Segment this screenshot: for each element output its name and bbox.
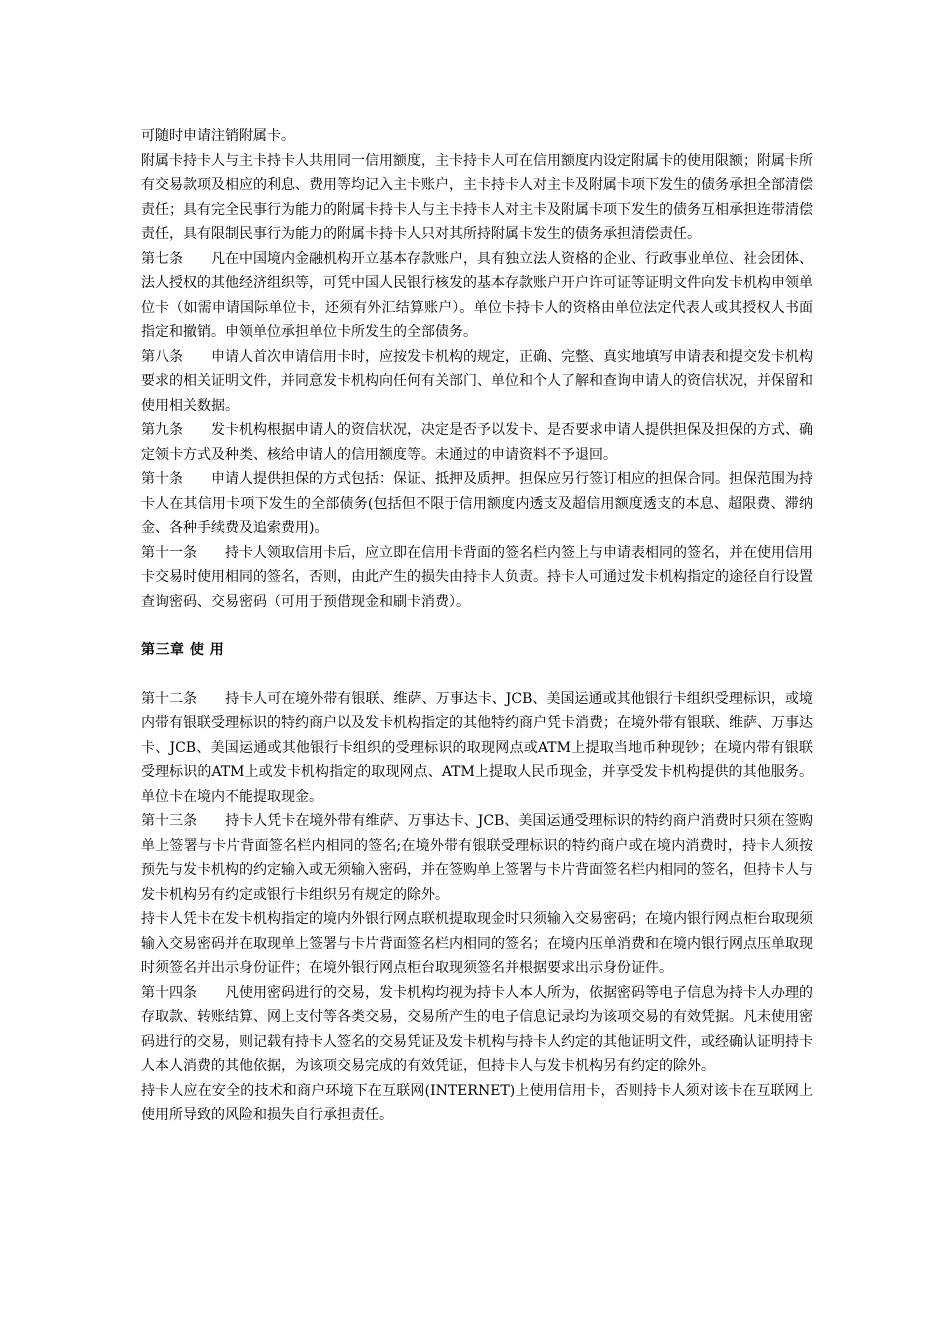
paragraph: 持卡人凭卡在发卡机构指定的境内外银行网点联机提取现金时只须输入交易密码；在境内银行网点柜台取现须输入交易密码并在取现单上签署与卡片背面签名栏内相同的签名；在境内压单消费和在境内银行网点压单取现时须签名并出示身份证件；在境外银行网点柜台取现须签名并根据要求出示身份证件。	[141, 911, 813, 976]
article-8: 第八条 申请人首次申请信用卡时，应按发卡机构的规定，正确、完整、真实地填写申请表和提交发卡机构要求的相关证明文件，并同意发卡机构向任何有关部门、单位和个人了解和查询申请人的资信状况，并保留和使用相关数据。	[141, 348, 813, 414]
document-page	[141, 124, 813, 1128]
chapter-heading: 第三章 使 用	[141, 642, 225, 658]
article-12: 第十二条 持卡人可在境外带有银联、维萨、万事达卡、JCB、美国运通或其他银行卡组织受理标识，或境内带有银联受理标识的特约商户以及发卡机构指定的其他特约商户凭卡消费；在境外带有银联、维萨、万事达卡、JCB、美国运通或其他银行卡组织的受理标识的取现网点或ATM上提取当地币种现钞；在境内带有银联受理标识的ATM上或发卡机构指定的取现网点、ATM上提取人民币现金，并享受发卡机构提供的其他服务。单位卡在境内不能提取现金。	[141, 690, 813, 805]
article-13: 第十三条 持卡人凭卡在境外带有维萨、万事达卡、JCB、美国运通受理标识的特约商户消费时只须在签购单上签署与卡片背面签名栏内相同的签名;在境外带有银联受理标识的特约商户或在境内消费时，持卡人须按预先与发卡机构的约定输入或无须输入密码，并在签购单上签署与卡片背面签名栏内相同的签名，但持卡人与发卡机构另有约定或银行卡组织另有规定的除外。	[141, 813, 813, 903]
article-7: 第七条 凡在中国境内金融机构开立基本存款账户，具有独立法人资格的企业、行政事业单位、社会团体、法人授权的其他经济组织等，可凭中国人民银行核发的基本存款账户开户许可证等证明文件向发卡机构申领单位卡（如需申请国际单位卡，还须有外汇结算账户）。单位卡持卡人的资格由单位法定代表人或其授权人书面指定和撤销。申领单位承担单位卡所发生的全部债务。	[141, 250, 813, 340]
article-11: 第十一条 持卡人领取信用卡后，应立即在信用卡背面的签名栏内签上与申请表相同的签名，并在使用信用卡交易时使用相同的签名，否则，由此产生的损失由持卡人负责。持卡人可通过发卡机构指定的途径自行设置查询密码、交易密码（可用于预借现金和刷卡消费）。	[141, 544, 813, 610]
paragraph: 可随时申请注销附属卡。	[141, 128, 295, 144]
paragraph: 附属卡持卡人与主卡持卡人共用同一信用额度，主卡持卡人可在信用额度内设定附属卡的使用限额；附属卡所有交易款项及相应的利息、费用等均记入主卡账户，主卡持卡人对主卡及附属卡项下发生的债务承担全部清偿责任；具有完全民事行为能力的附属卡持卡人与主卡持卡人对主卡及附属卡项下发生的债务互相承担连带清偿责任，具有限制民事行为能力的附属卡持卡人只对其所持附属卡发生的债务承担清偿责任。	[141, 152, 813, 242]
article-10: 第十条 申请人提供担保的方式包括：保证、抵押及质押。担保应另行签订相应的担保合同。担保范围为持卡人在其信用卡项下发生的全部债务(包括但不限于信用额度内透支及超信用额度透支的本息、超限费、滞纳金、各种手续费及追索费用)。	[141, 471, 813, 536]
article-14: 第十四条 凡使用密码进行的交易，发卡机构均视为持卡人本人所为，依据密码等电子信息为持卡人办理的存取款、转账结算、网上支付等各类交易，交易所产生的电子信息记录均为该项交易的有效凭据。凡未使用密码进行的交易，则记载有持卡人签名的交易凭证及发卡机构与持卡人约定的其他证明文件，或经确认证明持卡人本人消费的其他依据，为该项交易完成的有效凭证，但持卡人与发卡机构另有约定的除外。	[141, 984, 813, 1074]
article-9: 第九条 发卡机构根据申请人的资信状况，决定是否予以发卡、是否要求申请人提供担保及担保的方式、确定领卡方式及种类、核给申请人的信用额度等。未通过的申请资料不予退回。	[141, 422, 813, 463]
paragraph: 持卡人应在安全的技术和商户环境下在互联网(INTERNET)上使用信用卡，否则持卡人须对该卡在互联网上使用所导致的风险和损失自行承担责任。	[141, 1082, 813, 1123]
